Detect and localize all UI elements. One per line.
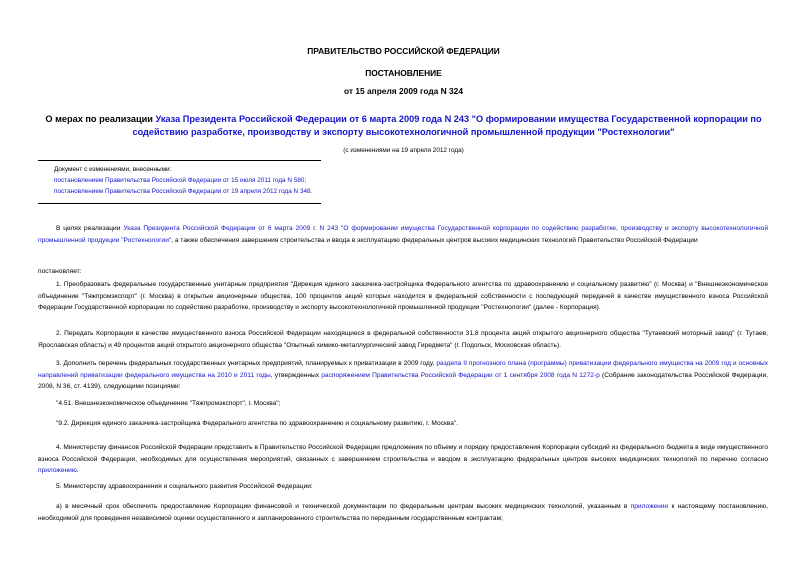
- quote-item-1: "4.51. Внешнеэкономическое объединение "Тяжпромэкспорт", г. Москва";: [56, 400, 281, 407]
- intro-paragraph: В целях реализации Указа Президента Российской Федерации от 6 марта 2009 г. N 243 "О формировании имущества Государственной корпорации по содействию разработке, производству и экспорту высокотехнологичной промышленной продукции "Ростехнологии", а также обеспечения завершения строительства и ввода в эксплуатацию федеральных центров высоких медицинских технологий Правительство Российской Федерации: [38, 225, 769, 244]
- paragraph-5: 5. Министерству здравоохранения и социального развития Российской Федерации:: [56, 483, 313, 490]
- title-prefix: О мерах по реализации: [45, 114, 156, 124]
- intro-decree-link[interactable]: Указа Президента Российской Федерации от 6 марта 2009 г. N 243 "О формировании имущества Государственной корпорации по содействию разработке, производству и экспорту высокотехнологичной промышленной продукции "Ростехнологии": [38, 225, 769, 244]
- paragraph-2: 2. Передать Корпорации в качестве имущественного взноса Российской Федерации находящиеся в федеральной собственности 31,8 процента акций открытого акционерного общества "Тутаевский моторный завод" (г. Тутаев, Ярославская область) и 49 процентов акций открытого акционерного общества "Опытный химико-металлургический завод Гиредмета" (г. Подольск, Московская область).: [38, 330, 768, 349]
- amendment-link-2[interactable]: постановлением Правительства Российской Федерации от 19 апреля 2012 года N 348.: [54, 188, 313, 195]
- appendix-link[interactable]: приложению: [38, 467, 77, 474]
- privatization-plan-link[interactable]: раздела II прогнозного плана (программы) приватизации федерального имущества на 2009 год и основных направлений приватизации федерального имущества на 2010 и 2011 годы: [38, 360, 768, 379]
- title-decree-link[interactable]: Указа Президента Российской Федерации от 6 марта 2009 года N 243 "О формировании имущества Государственной корпорации по содействию разработке, производству и экспорту высокотехнологичной промышленной продукции "Ростехнологии": [132, 114, 762, 137]
- divider-top: [38, 160, 321, 161]
- doc-type-heading: ПОСТАНОВЛЕНИЕ: [365, 68, 442, 78]
- amendments-heading: Документ с изменениями, внесенными:: [54, 166, 172, 173]
- document-title: [40, 113, 767, 139]
- divider-bottom: [38, 203, 321, 204]
- decree-1272-link[interactable]: распоряжением Правительства Российской Федерации от 1 сентября 2008 года N 1272-р: [321, 371, 600, 379]
- paragraph-5a: а) в месячный срок обеспечить предоставление Корпорации финансовой и технической документации по федеральным центрам высоких медицинских технологий, указанным в приложении к настоящему постановлению, необходимой для проведения независимой оценки осуществленного и запланированного строительства по переданным государственным контрактам;: [38, 503, 768, 522]
- amended-note: (с изменениями на 19 апреля 2012 года): [343, 147, 464, 154]
- paragraph-3: 3. Дополнить перечень федеральных государственных унитарных предприятий, планируемых к приватизации в 2009 году, раздела II прогнозного плана (программы) приватизации федерального имущества на 2009 год и основных направлений приватизации федерального имущества на 2010 и 2011 годы, утвержденных распоряжением Правительства Российской Федерации от 1 сентября 2008 года N 1272-р (Собрание законодательства Российской Федерации, 2008, N 36, ст. 4139), следующими позициями:: [38, 360, 768, 390]
- amendments-box: [54, 164, 354, 197]
- paragraph-4: 4. Министерству финансов Российской Федерации представить в Правительство Российской Федерации предложения по объему и порядку предоставления Корпорации субсидий из федерального бюджета в виде имущественного взноса Российской Федерации, необходимых для осуществления мероприятий, связанных с завершением строительства и вводом в эксплуатацию федеральных центров высоких медицинских технологий по перечню согласно приложению.: [38, 444, 768, 474]
- amendment-link-1[interactable]: постановлением Правительства Российской Федерации от 15 июля 2011 года N 580;: [54, 177, 307, 184]
- government-heading: ПРАВИТЕЛЬСТВО РОССИЙСКОЙ ФЕДЕРАЦИИ: [307, 46, 500, 56]
- paragraph-1: 1. Преобразовать федеральные государственные унитарные предприятия "Дирекция единого заказчика-застройщика Федерального агентства по здравоохранению и социальному развитию" (г. Москва) и "Внешнеэкономическое объединение "Тяжпромэкспорт" (г. Москва) в открытые акционерные общества, 100 процентов акций которых находится в федеральной собственности с последующей передачей в качестве имущественного взноса Российской Федерации Государственной корпорации по содействию разработке, производству и экспорту высокотехнологичной промышленной продукции "Ростехнологии" (далее - Корпорация).: [38, 281, 768, 311]
- quote-item-2: "9.2. Дирекция единого заказчика-застройщика Федерального агентства по здравоохранению и социальному развитию, г. Москва".: [56, 420, 459, 427]
- appendix-link-2[interactable]: приложении: [630, 503, 669, 510]
- date-number: от 15 апреля 2009 года N 324: [344, 86, 463, 96]
- decree-word: постановляет:: [38, 268, 82, 275]
